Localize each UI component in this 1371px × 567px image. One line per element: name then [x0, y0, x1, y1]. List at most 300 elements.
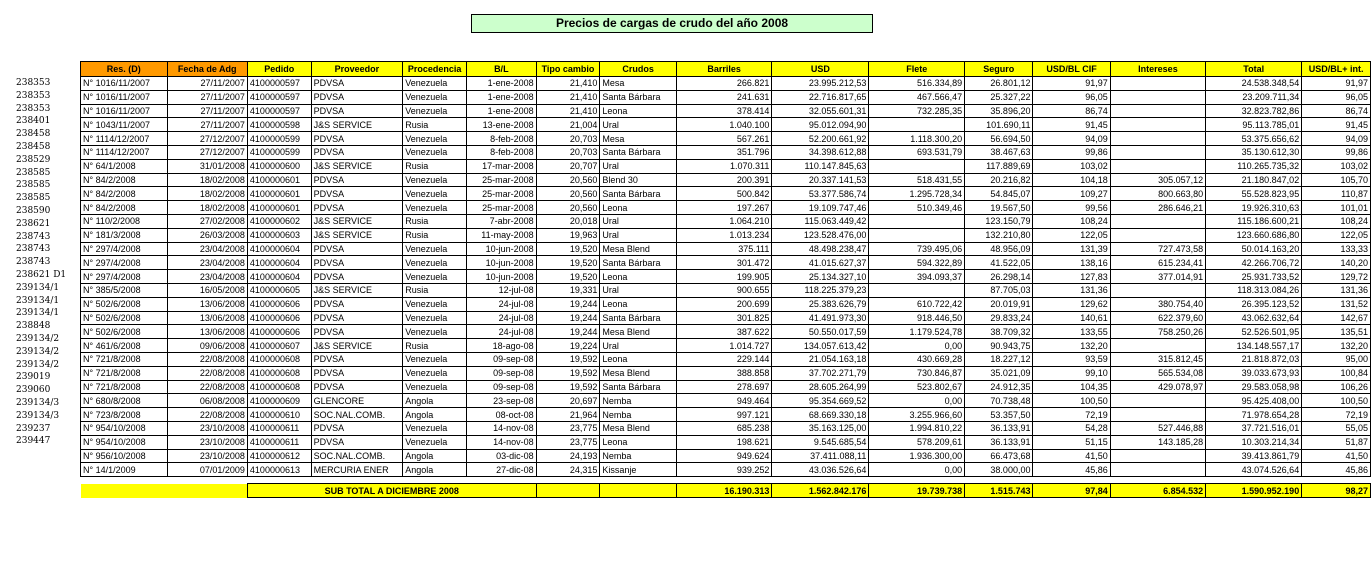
cell-intereses — [1110, 228, 1205, 242]
cell-flete: 732.285,35 — [869, 104, 965, 118]
cell-tipo-cambio: 19,244 — [536, 311, 600, 325]
cell-proveedor: PDVSA — [311, 270, 403, 284]
cell-procedencia: Venezuela — [403, 421, 467, 435]
cell-pedido: 4100000608 — [247, 366, 311, 380]
header-barriles: Barriles — [676, 62, 771, 77]
cell-bl: 27-dic-08 — [467, 463, 537, 477]
cell-usd: 35.163.125,00 — [772, 421, 869, 435]
cell-total: 71.978.654,28 — [1206, 408, 1302, 422]
cell-bl: 10-jun-2008 — [467, 242, 537, 256]
cell-pedido: 4100000608 — [247, 380, 311, 394]
reference-id: 238529 — [16, 154, 51, 165]
cell-crudo: Ural — [600, 283, 677, 297]
cell-pedido: 4100000604 — [247, 256, 311, 270]
cell-seguro: 48.956,09 — [965, 242, 1033, 256]
header-intereses: Intereses — [1110, 62, 1205, 77]
reference-id: 239134/3 — [16, 410, 60, 421]
cell-total: 26.395.123,52 — [1206, 297, 1302, 311]
cell-seguro: 35.021,09 — [965, 366, 1033, 380]
cell-barriles: 199.905 — [676, 270, 771, 284]
subtotal-usd: 1.562.842.176 — [772, 484, 869, 498]
cell-tipo-cambio: 19,592 — [536, 352, 600, 366]
cell-pedido: 4100000611 — [247, 435, 311, 449]
cell-crudo: Leona — [600, 201, 677, 215]
cell-barriles: 1.013.234 — [676, 228, 771, 242]
cell-bl: 7-abr-2008 — [467, 214, 537, 228]
cell-seguro: 36.133,91 — [965, 435, 1033, 449]
cell-usd-bl-cif: 133,55 — [1033, 325, 1110, 339]
cell-pedido: 4100000597 — [247, 90, 311, 104]
cell-pedido: 4100000609 — [247, 394, 311, 408]
cell-usd-bl-cif: 54,28 — [1033, 421, 1110, 435]
cell-total: 10.303.214,34 — [1206, 435, 1302, 449]
cell-res: N° 297/4/2008 — [81, 242, 168, 256]
cell-bl: 14-nov-08 — [467, 421, 537, 435]
cell-intereses: 286.646,21 — [1110, 201, 1205, 215]
cell-res: N° 110/2/2008 — [81, 214, 168, 228]
table-row — [81, 270, 1371, 284]
cell-tipo-cambio: 19,963 — [536, 228, 600, 242]
cell-usd-bl-cif: 104,18 — [1033, 173, 1110, 187]
cell-procedencia: Venezuela — [403, 435, 467, 449]
cell-usd-bl-int: 101,01 — [1302, 201, 1371, 215]
cell-usd-bl-cif: 127,83 — [1033, 270, 1110, 284]
cell-fecha: 27/11/2007 — [167, 90, 247, 104]
cell-crudo: Mesa — [600, 132, 677, 146]
cell-usd: 37.702.271,79 — [772, 366, 869, 380]
cell-flete — [869, 159, 965, 173]
cell-pedido: 4100000604 — [247, 242, 311, 256]
table-row — [81, 90, 1371, 104]
cell-usd-bl-cif: 99,56 — [1033, 201, 1110, 215]
cell-flete: 1.994.810,22 — [869, 421, 965, 435]
table-row — [81, 463, 1371, 477]
cell-tipo-cambio: 20,707 — [536, 159, 600, 173]
cell-usd-bl-int: 100,50 — [1302, 394, 1371, 408]
cell-total: 53.375.656,62 — [1206, 132, 1302, 146]
cell-proveedor: J&S SERVICE — [311, 118, 403, 132]
cell-total: 39.413.861,79 — [1206, 449, 1302, 463]
cell-proveedor: PDVSA — [311, 421, 403, 435]
cell-usd: 34.398.612,88 — [772, 145, 869, 159]
cell-procedencia: Rusia — [403, 228, 467, 242]
cell-intereses — [1110, 90, 1205, 104]
cell-crudo: Mesa — [600, 77, 677, 91]
cell-seguro: 54.845,07 — [965, 187, 1033, 201]
cell-proveedor: PDVSA — [311, 311, 403, 325]
cell-intereses — [1110, 394, 1205, 408]
cell-res: N° 680/8/2008 — [81, 394, 168, 408]
cell-crudo: Mesa Blend — [600, 421, 677, 435]
cell-bl: 24-jul-08 — [467, 297, 537, 311]
cell-tipo-cambio: 21,410 — [536, 90, 600, 104]
cell-pedido: 4100000607 — [247, 339, 311, 353]
cell-usd-bl-int: 133,33 — [1302, 242, 1371, 256]
cell-flete: 693.531,79 — [869, 145, 965, 159]
cell-proveedor: PDVSA — [311, 90, 403, 104]
cell-intereses: 727.473,58 — [1110, 242, 1205, 256]
cell-total: 32.823.782,86 — [1206, 104, 1302, 118]
cell-bl: 09-sep-08 — [467, 352, 537, 366]
cell-bl: 13-ene-2008 — [467, 118, 537, 132]
cell-seguro: 66.473,68 — [965, 449, 1033, 463]
cell-procedencia: Venezuela — [403, 297, 467, 311]
cell-crudo: Ural — [600, 214, 677, 228]
cell-res: N° 64/1/2008 — [81, 159, 168, 173]
cell-intereses: 377.014,91 — [1110, 270, 1205, 284]
cell-usd-bl-int: 132,20 — [1302, 339, 1371, 353]
cell-usd: 68.669.330,18 — [772, 408, 869, 422]
cell-flete: 739.495,06 — [869, 242, 965, 256]
table-row — [81, 297, 1371, 311]
cell-intereses: 565.534,08 — [1110, 366, 1205, 380]
cell-usd-bl-int: 103,02 — [1302, 159, 1371, 173]
cell-barriles: 351.796 — [676, 145, 771, 159]
table-row — [81, 408, 1371, 422]
cell-tipo-cambio: 20,560 — [536, 173, 600, 187]
cell-barriles: 241.631 — [676, 90, 771, 104]
cell-bl: 14-nov-08 — [467, 435, 537, 449]
cell-intereses — [1110, 118, 1205, 132]
cell-barriles: 900.655 — [676, 283, 771, 297]
cell-pedido: 4100000612 — [247, 449, 311, 463]
cell-barriles: 567.261 — [676, 132, 771, 146]
cell-usd-bl-int: 131,52 — [1302, 297, 1371, 311]
cell-flete: 518.431,55 — [869, 173, 965, 187]
cell-procedencia: Venezuela — [403, 352, 467, 366]
header-tipo-cambio: Tipo cambio — [536, 62, 600, 77]
cell-bl: 25-mar-2008 — [467, 173, 537, 187]
table-row — [81, 435, 1371, 449]
cell-procedencia: Venezuela — [403, 201, 467, 215]
cell-barriles: 266.821 — [676, 77, 771, 91]
cell-tipo-cambio: 19,224 — [536, 339, 600, 353]
cell-usd-bl-int: 94,09 — [1302, 132, 1371, 146]
cell-pedido: 4100000601 — [247, 173, 311, 187]
table-row — [81, 394, 1371, 408]
cell-proveedor: SOC.NAL.COMB. — [311, 408, 403, 422]
cell-bl: 12-jul-08 — [467, 283, 537, 297]
cell-seguro: 38.000,00 — [965, 463, 1033, 477]
cell-total: 21.180.847,02 — [1206, 173, 1302, 187]
cell-flete — [869, 283, 965, 297]
cell-pedido: 4100000605 — [247, 283, 311, 297]
reference-id: 239237 — [16, 423, 51, 434]
cell-pedido: 4100000604 — [247, 270, 311, 284]
cell-usd-bl-cif: 129,62 — [1033, 297, 1110, 311]
cell-barriles: 229.144 — [676, 352, 771, 366]
cell-tipo-cambio: 20,018 — [536, 214, 600, 228]
cell-res: N° 297/4/2008 — [81, 270, 168, 284]
cell-total: 39.033.673,93 — [1206, 366, 1302, 380]
reference-id: 239134/2 — [16, 346, 60, 357]
cell-pedido: 4100000598 — [247, 118, 311, 132]
cell-procedencia: Venezuela — [403, 187, 467, 201]
cell-flete: 523.802,67 — [869, 380, 965, 394]
cell-bl: 10-jun-2008 — [467, 256, 537, 270]
cell-bl: 8-feb-2008 — [467, 132, 537, 146]
cell-bl: 25-mar-2008 — [467, 201, 537, 215]
table-row — [81, 104, 1371, 118]
cell-proveedor: PDVSA — [311, 380, 403, 394]
cell-crudo: Mesa Blend — [600, 242, 677, 256]
table-row — [81, 283, 1371, 297]
cell-flete: 510.349,46 — [869, 201, 965, 215]
cell-seguro: 70.738,48 — [965, 394, 1033, 408]
reference-id: 239060 — [16, 385, 51, 396]
cell-procedencia: Rusia — [403, 339, 467, 353]
cell-usd-bl-int: 55,05 — [1302, 421, 1371, 435]
cell-usd-bl-int: 108,24 — [1302, 214, 1371, 228]
table-row — [81, 242, 1371, 256]
cell-tipo-cambio: 21,004 — [536, 118, 600, 132]
cell-crudo: Nemba — [600, 449, 677, 463]
reference-id: 238590 — [16, 205, 51, 216]
cell-tipo-cambio: 19,592 — [536, 380, 600, 394]
reference-id: 238621 D1 — [16, 269, 67, 280]
cell-seguro: 38.467,63 — [965, 145, 1033, 159]
cell-fecha: 22/08/2008 — [167, 380, 247, 394]
header-usd-bl-cif: USD/BL CIF — [1033, 62, 1110, 77]
cell-usd: 41.015.627,37 — [772, 256, 869, 270]
cell-crudo: Nemba — [600, 394, 677, 408]
cell-res: N° 181/3/2008 — [81, 228, 168, 242]
cell-proveedor: PDVSA — [311, 256, 403, 270]
cell-procedencia: Venezuela — [403, 325, 467, 339]
header-bl: B/L — [467, 62, 537, 77]
cell-tipo-cambio: 19,520 — [536, 256, 600, 270]
cell-intereses: 305.057,12 — [1110, 173, 1205, 187]
cell-barriles: 939.252 — [676, 463, 771, 477]
cell-res: N° 84/2/2008 — [81, 173, 168, 187]
cell-bl: 09-sep-08 — [467, 366, 537, 380]
table-row — [81, 311, 1371, 325]
cell-seguro: 35.896,20 — [965, 104, 1033, 118]
cell-barriles: 197.267 — [676, 201, 771, 215]
cell-usd: 48.498.238,47 — [772, 242, 869, 256]
cell-res: N° 1016/11/2007 — [81, 77, 168, 91]
cell-usd: 110.147.845,63 — [772, 159, 869, 173]
cell-intereses: 527.446,88 — [1110, 421, 1205, 435]
cell-bl: 08-oct-08 — [467, 408, 537, 422]
cell-barriles: 997.121 — [676, 408, 771, 422]
cell-crudo: Leona — [600, 104, 677, 118]
cell-tipo-cambio: 19,520 — [536, 242, 600, 256]
cell-barriles: 200.699 — [676, 297, 771, 311]
cell-bl: 24-jul-08 — [467, 325, 537, 339]
cell-crudo: Leona — [600, 435, 677, 449]
cell-flete: 0,00 — [869, 463, 965, 477]
cell-total: 123.660.686,80 — [1206, 228, 1302, 242]
reference-id-column — [16, 77, 80, 448]
cell-bl: 03-dic-08 — [467, 449, 537, 463]
cell-total: 43.074.526,64 — [1206, 463, 1302, 477]
cell-res: N° 14/1/2009 — [81, 463, 168, 477]
cell-total: 21.818.872,03 — [1206, 352, 1302, 366]
cell-seguro: 56.694,50 — [965, 132, 1033, 146]
cell-seguro: 53.357,50 — [965, 408, 1033, 422]
cell-crudo: Santa Bárbara — [600, 311, 677, 325]
cell-fecha: 18/02/2008 — [167, 173, 247, 187]
cell-fecha: 27/12/2007 — [167, 145, 247, 159]
cell-barriles: 388.858 — [676, 366, 771, 380]
header-usd-bl-int: USD/BL+ int. — [1302, 62, 1371, 77]
cell-procedencia: Venezuela — [403, 132, 467, 146]
subtotal-barriles: 16.190.313 — [676, 484, 771, 498]
reference-id: 239134/2 — [16, 359, 60, 370]
table-row — [81, 228, 1371, 242]
cell-usd-bl-cif: 99,86 — [1033, 145, 1110, 159]
cell-res: N° 721/8/2008 — [81, 366, 168, 380]
cell-proveedor: J&S SERVICE — [311, 214, 403, 228]
cell-usd: 95.012.094,90 — [772, 118, 869, 132]
cell-intereses — [1110, 339, 1205, 353]
cell-barriles: 949.624 — [676, 449, 771, 463]
cell-seguro: 41.522,05 — [965, 256, 1033, 270]
cell-pedido: 4100000613 — [247, 463, 311, 477]
cell-fecha: 23/10/2008 — [167, 435, 247, 449]
cell-procedencia: Venezuela — [403, 242, 467, 256]
cell-flete: 430.669,28 — [869, 352, 965, 366]
cell-seguro: 29.833,24 — [965, 311, 1033, 325]
cell-crudo: Santa Bárbara — [600, 380, 677, 394]
cell-intereses: 380.754,40 — [1110, 297, 1205, 311]
subtotal-label: SUB TOTAL A DICIEMBRE 2008 — [247, 484, 536, 498]
cell-proveedor: PDVSA — [311, 187, 403, 201]
reference-id: 239134/3 — [16, 397, 60, 408]
cell-proveedor: PDVSA — [311, 352, 403, 366]
cell-usd-bl-cif: 131,39 — [1033, 242, 1110, 256]
table-row — [81, 173, 1371, 187]
cell-barriles: 301.825 — [676, 311, 771, 325]
cell-intereses: 315.812,45 — [1110, 352, 1205, 366]
reference-id: 238401 — [16, 116, 51, 127]
header-proveedor: Proveedor — [311, 62, 403, 77]
cell-usd-bl-int: 72,19 — [1302, 408, 1371, 422]
table-row — [81, 201, 1371, 215]
subtotal-usd-bl: 97,84 — [1033, 484, 1110, 498]
cell-usd-bl-cif: 72,19 — [1033, 408, 1110, 422]
cell-res: N° 385/5/2008 — [81, 283, 168, 297]
header-total: Total — [1206, 62, 1302, 77]
cell-usd-bl-cif: 91,97 — [1033, 77, 1110, 91]
cell-usd-bl-cif: 122,05 — [1033, 228, 1110, 242]
cell-tipo-cambio: 20,560 — [536, 201, 600, 215]
cell-intereses — [1110, 408, 1205, 422]
cell-intereses — [1110, 159, 1205, 173]
cell-res: N° 1016/11/2007 — [81, 104, 168, 118]
cell-proveedor: GLENCORE — [311, 394, 403, 408]
subtotal-total: 1.590.952.190 — [1206, 484, 1302, 498]
cell-pedido: 4100000608 — [247, 352, 311, 366]
table-row — [81, 352, 1371, 366]
cell-crudo: Kissanje — [600, 463, 677, 477]
cell-usd: 37.411.088,11 — [772, 449, 869, 463]
cell-seguro: 101.690,11 — [965, 118, 1033, 132]
cell-fecha: 18/02/2008 — [167, 187, 247, 201]
header-row — [81, 62, 1371, 77]
cell-res: N° 1114/12/2007 — [81, 132, 168, 146]
cell-usd-bl-int: 41,50 — [1302, 449, 1371, 463]
cell-seguro: 38.709,32 — [965, 325, 1033, 339]
cell-res: N° 1016/11/2007 — [81, 90, 168, 104]
cell-intereses: 615.234,41 — [1110, 256, 1205, 270]
header-fecha: Fecha de Adg — [167, 62, 247, 77]
cell-tipo-cambio: 23,775 — [536, 435, 600, 449]
cell-procedencia: Rusia — [403, 118, 467, 132]
cell-barriles: 278.697 — [676, 380, 771, 394]
cell-fecha: 22/08/2008 — [167, 366, 247, 380]
reference-id: 239134/1 — [16, 308, 60, 319]
cell-proveedor: PDVSA — [311, 145, 403, 159]
cell-flete: 730.846,87 — [869, 366, 965, 380]
cell-procedencia: Angola — [403, 408, 467, 422]
cell-fecha: 23/04/2008 — [167, 256, 247, 270]
cell-bl: 09-sep-08 — [467, 380, 537, 394]
cell-usd-bl-int: 45,86 — [1302, 463, 1371, 477]
header-flete: Flete — [869, 62, 965, 77]
cell-res: N° 502/6/2008 — [81, 297, 168, 311]
cell-usd-bl-int: 91,97 — [1302, 77, 1371, 91]
cell-bl: 23-sep-08 — [467, 394, 537, 408]
cell-total: 55.528.823,95 — [1206, 187, 1302, 201]
table-row — [81, 132, 1371, 146]
table-row — [81, 325, 1371, 339]
cell-usd-bl-cif: 132,20 — [1033, 339, 1110, 353]
cell-procedencia: Angola — [403, 449, 467, 463]
cell-fecha: 09/06/2008 — [167, 339, 247, 353]
cell-fecha: 31/01/2008 — [167, 159, 247, 173]
cell-usd-bl-cif: 138,16 — [1033, 256, 1110, 270]
cell-flete: 1.295.728,34 — [869, 187, 965, 201]
cell-crudo: Leona — [600, 270, 677, 284]
reference-id: 238353 — [16, 78, 51, 88]
cell-pedido: 4100000601 — [247, 187, 311, 201]
cell-seguro: 87.705,03 — [965, 283, 1033, 297]
cell-tipo-cambio: 20,560 — [536, 187, 600, 201]
cell-pedido: 4100000599 — [247, 132, 311, 146]
cell-tipo-cambio: 19,244 — [536, 325, 600, 339]
cell-procedencia: Venezuela — [403, 311, 467, 325]
cell-crudo: Leona — [600, 352, 677, 366]
cell-bl: 1-ene-2008 — [467, 90, 537, 104]
cell-proveedor: PDVSA — [311, 242, 403, 256]
cell-tipo-cambio: 21,410 — [536, 77, 600, 91]
cell-intereses — [1110, 283, 1205, 297]
cell-pedido: 4100000599 — [247, 145, 311, 159]
cell-total: 19.926.310,63 — [1206, 201, 1302, 215]
cell-usd-bl-cif: 91,45 — [1033, 118, 1110, 132]
cell-fecha: 27/02/2008 — [167, 214, 247, 228]
cell-usd-bl-cif: 93,59 — [1033, 352, 1110, 366]
cell-barriles: 387.622 — [676, 325, 771, 339]
cell-crudo: Santa Bárbara — [600, 256, 677, 270]
table-row — [81, 187, 1371, 201]
cell-seguro: 24.912,35 — [965, 380, 1033, 394]
cell-seguro: 20.019,91 — [965, 297, 1033, 311]
cell-seguro: 26.298,14 — [965, 270, 1033, 284]
cell-proveedor: J&S SERVICE — [311, 159, 403, 173]
cell-usd: 115.063.449,42 — [772, 214, 869, 228]
table-row — [81, 256, 1371, 270]
cell-procedencia: Venezuela — [403, 77, 467, 91]
cell-seguro: 19.567,50 — [965, 201, 1033, 215]
cell-usd-bl-int: 51,87 — [1302, 435, 1371, 449]
cell-res: N° 502/6/2008 — [81, 325, 168, 339]
cell-usd-bl-int: 135,51 — [1302, 325, 1371, 339]
cell-fecha: 07/01/2009 — [167, 463, 247, 477]
cell-res: N° 297/4/2008 — [81, 256, 168, 270]
